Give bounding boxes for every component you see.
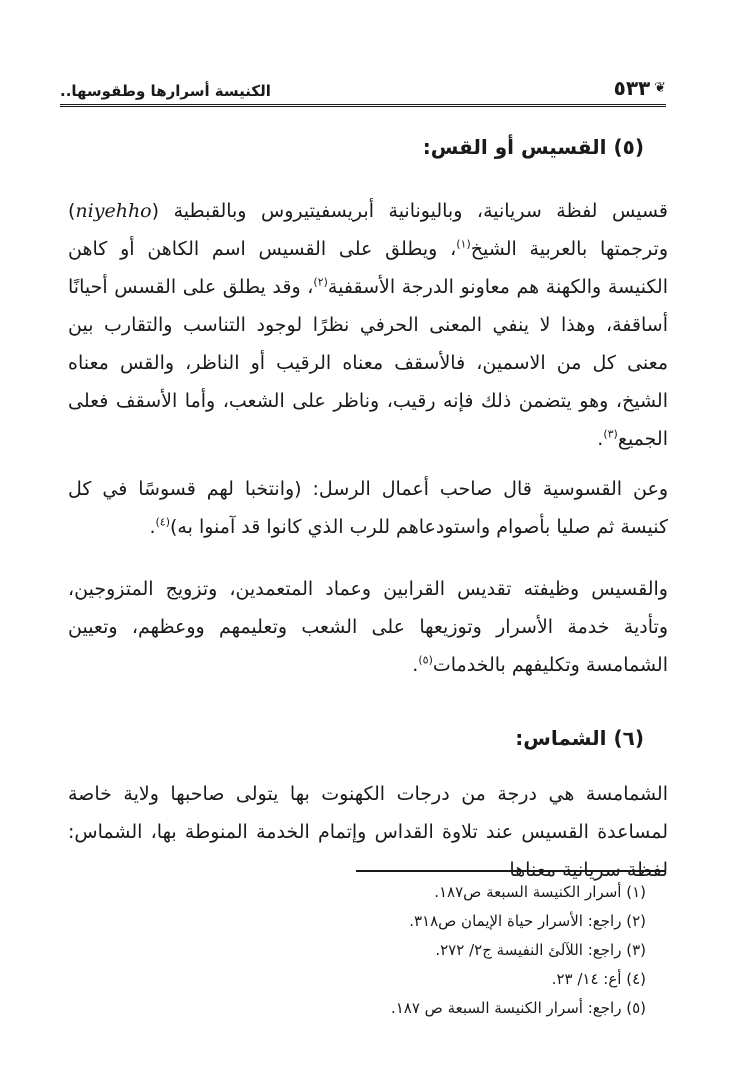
footnote-5: (٥) راجع: أسرار الكنيسة السبعة ص ١٨٧.: [390, 999, 646, 1017]
page-header: [60, 70, 666, 107]
paragraph-priest-duties: [68, 570, 668, 684]
footnote-ref[interactable]: (٢): [313, 275, 328, 289]
para-text: .: [149, 516, 156, 538]
footnote-2: (٢) راجع: الأسرار حياة الإيمان ص٣١٨.: [409, 912, 646, 930]
footnote-3: (٣) راجع: اللآلئ النفيسة ج٢/ ٢٧٢.: [435, 941, 646, 959]
ornament-icon: ❦: [654, 80, 666, 96]
paragraph-priest-definition: [68, 192, 668, 458]
footnote-ref[interactable]: (٤): [155, 515, 171, 529]
para-text: ) وترجمتها بالعربية الشيخ: [68, 200, 668, 260]
para-text: ، وقد يطلق على القسس أحيانًا أساقفة، وهذا لا ينفي المعنى الحرفي نظرًا لوجود التناسب والتقارب بين معنى كل من الاسمين، فالأسقف معناه الرقيب أو الناظر، والقس معناه الشيخ، وهو يتضمن ذلك فإنه رقيب، وناظر على الشعب، وأما الأسقف فعلى الجميع: [68, 276, 668, 450]
para-text: .: [412, 654, 419, 676]
para-text: الشمامسة هي درجة من درجات الكهنوت بها يتولى صاحبها ولاية خاصة لمساعدة القسيس عند تلاوة القداس وإتمام الخدمة المنوطة بها، الشماس: لفظة سريانية معناها: [68, 783, 668, 881]
page-number-text: ٥٣٣: [613, 76, 651, 100]
para-text: والقسيس وظيفته تقديس القرابين وعماد المتعمدين، وتزويج المتزوجين، وتأدية خدمة الأسرار وتوزيعها على الشعب وتعليمهم ووعظهم، وتعيين الشمامسة وتكليفهم بالخدمات: [68, 578, 668, 676]
section-heading-deacon: (٦) الشماس:: [515, 726, 644, 750]
section-heading-priest: (٥) القسيس أو القس:: [422, 135, 644, 159]
footnote-1: (١) أسرار الكنيسة السبعة ص١٨٧.: [434, 883, 646, 901]
para-text: قسيس لفظة سريانية، وباليونانية أبريسفيتيروس وبالقبطية (: [151, 200, 668, 222]
footnote-divider: [356, 870, 666, 872]
paragraph-priesthood-quote: [68, 470, 668, 546]
coptic-term: niyehho: [75, 200, 152, 222]
footnotes: [86, 878, 646, 1023]
footnote-ref[interactable]: (٣): [603, 427, 618, 441]
footnote-ref[interactable]: (٥): [418, 653, 433, 667]
para-text: .: [597, 428, 604, 450]
para-text: ، ويطلق على القسيس اسم الكاهن أو كاهن الكنيسة والكهنة هم معاونو الدرجة الأسقفية: [68, 238, 668, 298]
page-number: [614, 76, 666, 100]
footnote-ref[interactable]: (١): [456, 237, 471, 251]
footnote-4: (٤) أع: ١٤/ ٢٣.: [551, 970, 646, 988]
para-text: وعن القسوسية قال صاحب أعمال الرسل: (وانتخبا لهم قسوسًا في كل كنيسة ثم صليا بأصوام واستودعاهم للرب الذي كانوا قد آمنوا به): [68, 478, 668, 538]
running-title: الكنيسة أسرارها وطقوسها..: [60, 82, 271, 100]
